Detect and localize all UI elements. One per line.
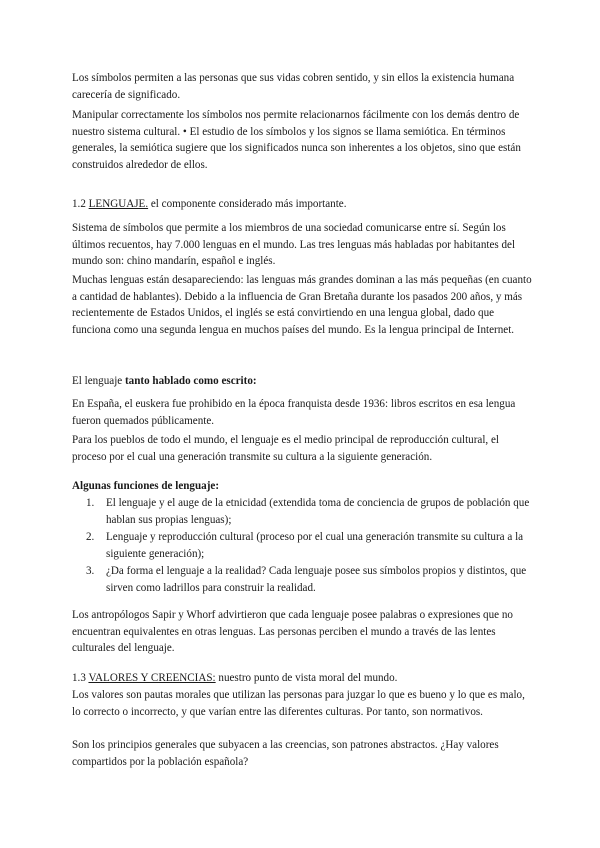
heading-subtitle: nuestro punto de vista moral del mundo.: [215, 672, 398, 684]
heading-spoken-written: [72, 373, 532, 390]
heading-title: VALORES Y CREENCIAS:: [88, 672, 216, 684]
heading-number: 1.3: [72, 672, 89, 684]
list-number: 3.: [86, 565, 95, 578]
language-functions-list: [72, 495, 532, 598]
list-text: El lenguaje y el auge de la etnicidad (extendida toma de conciencia de grupos de población que hablan sus propias lenguas);: [106, 497, 530, 526]
heading-language-functions: Algunas funciones de lenguaje:: [72, 480, 220, 492]
paragraph-symbols-intro: Los símbolos permiten a las personas que sus vidas cobren sentido, y sin ellos la existencia humana carecería de significado.: [72, 72, 515, 101]
list-item: [72, 563, 532, 596]
heading-bold: tanto hablado como escrito:: [124, 375, 257, 387]
paragraph-semiotics: Manipular correctamente los símbolos nos permite relacionarnos fácilmente con los demás dentro de nuestro sistema cultural. • El estudio de los símbolos y los signos se llama semiótica. En términos generales, la semiótica sugiere que los significados nunca son inherentes a los objetos, sino que están construidos alrededor de ellos.: [72, 109, 521, 171]
heading-title: LENGUAJE.: [88, 198, 149, 210]
list-number: 1.: [86, 497, 95, 509]
list-number: 2.: [86, 531, 95, 544]
paragraph-euskera: En España, el euskera fue prohibido en la época franquista desde 1936: libros escritos en esa lengua fueron quemados públicamente.: [72, 398, 516, 427]
heading-1-2-lenguaje: [72, 196, 532, 213]
list-item: [72, 529, 532, 562]
list-item: [72, 495, 532, 528]
paragraph-language-system: Sistema de símbolos que permite a los miembros de una sociedad comunicarse entre sí. Según los últimos recuentos, hay 7.000 lenguas en el mundo. Las tres lenguas más habladas por habitantes del mundo son: chino mandarín, español e inglés.: [72, 222, 516, 268]
heading-prefix: El lenguaje: [72, 375, 125, 387]
list-text: ¿Da forma el lenguaje a la realidad? Cada lenguaje posee sus símbolos propios y distintos, que sirven como ladrillos para construir la realidad.: [106, 565, 527, 594]
heading-1-3-valores: [72, 670, 532, 687]
heading-number: 1.2: [72, 198, 89, 210]
list-text: Lenguaje y reproducción cultural (proceso por el cual una generación transmite su cultura a la siguiente generación);: [106, 531, 524, 560]
paragraph-values-definition: Los valores son pautas morales que utilizan las personas para juzgar lo que es bueno y lo que es malo, lo correcto o incorrecto, y que varían entre las diferentes culturas. Por tanto, son normativos.: [72, 689, 525, 718]
paragraph-values-principles: Son los principios generales que subyacen a las creencias, son patrones abstractos. ¿Hay valores compartidos por la población española?: [72, 739, 499, 768]
paragraph-disappearing-languages: Muchas lenguas están desapareciendo: las lenguas más grandes dominan a las más pequeñas (en cuanto a cantidad de hablantes). Debido a la influencia de Gran Bretaña durante los pasados 200 años, y más recientemente de Estados Unidos, el inglés se está convirtiendo en una lengua global, dado que funciona como una segunda lengua en muchos países del mundo. Es la lengua principal de Internet.: [72, 274, 532, 336]
paragraph-sapir-whorf: Los antropólogos Sapir y Whorf advirtieron que cada lenguaje posee palabras o expresiones que no encuentran equivalentes en otras lenguas. Las personas perciben el mundo a través de las lentes culturales del lenguaje.: [72, 609, 513, 655]
paragraph-cultural-reproduction: Para los pueblos de todo el mundo, el lenguaje es el medio principal de reproducción cultural, el proceso por el cual una generación transmite su cultura a la siguiente generación.: [72, 434, 499, 463]
heading-subtitle: el componente considerado más importante.: [148, 198, 347, 210]
